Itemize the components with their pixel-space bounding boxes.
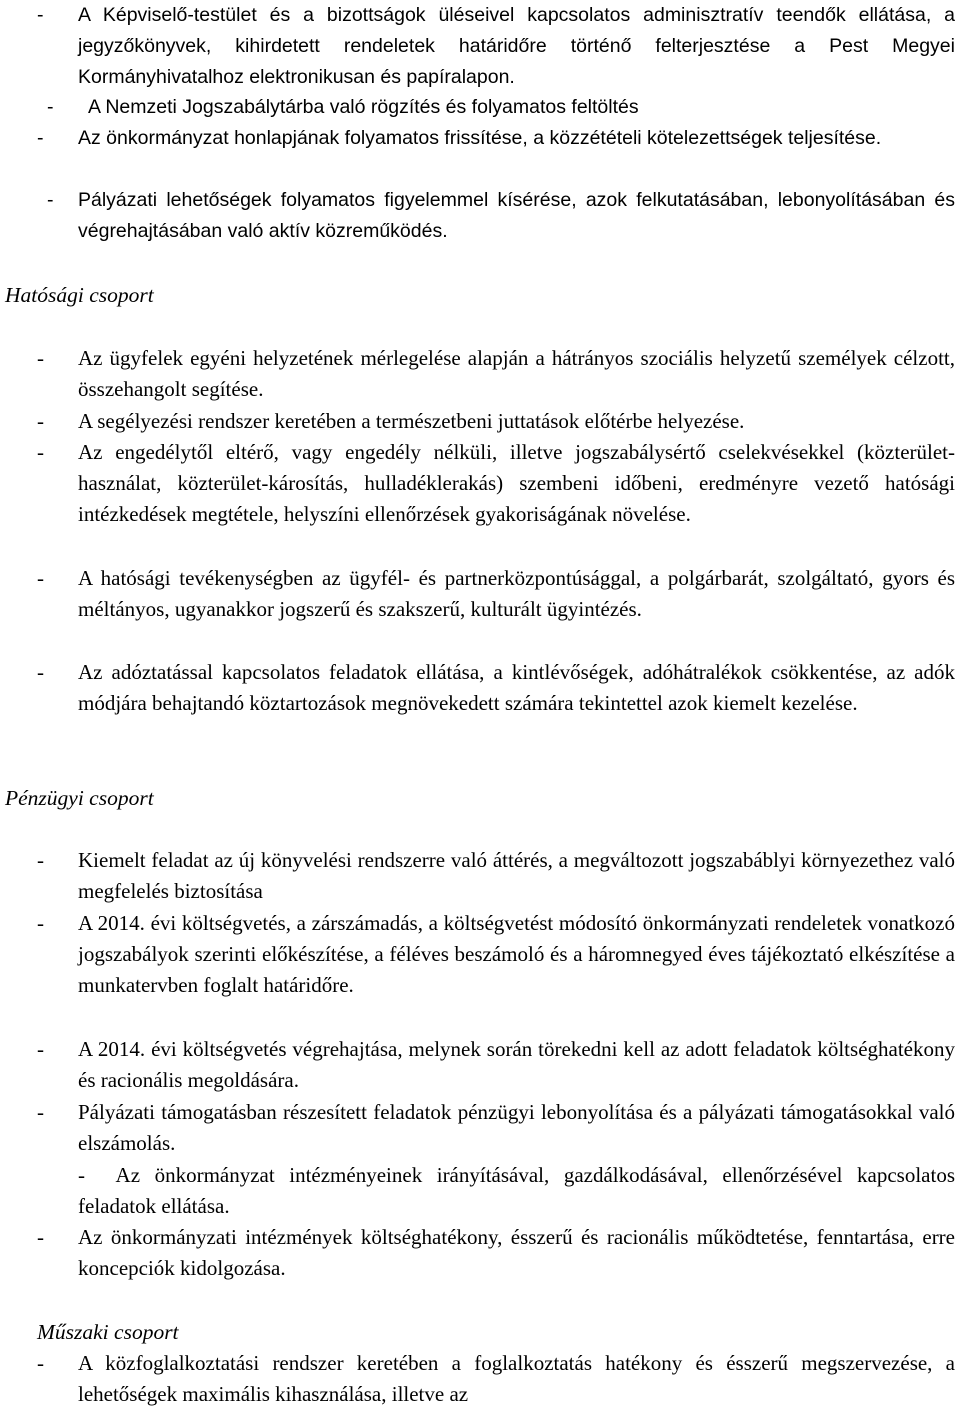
- list-item-text: Pályázati lehetőségek folyamatos figyelemmel kísérése, azok felkutatásában, lebonyolításában és végrehajtásában való aktív közreműködés.: [78, 189, 955, 242]
- list-dash: -: [47, 189, 54, 211]
- list-item: [37, 406, 955, 437]
- list-item: [37, 1034, 955, 1096]
- list-item: [37, 657, 955, 719]
- list-dash: -: [37, 911, 44, 935]
- list-item-text: Az önkormányzat honlapjának folyamatos frissítése, a közzétételi kötelezettségek teljesítése.: [78, 127, 882, 149]
- list-dash: -: [37, 1225, 44, 1249]
- list-item: [78, 1160, 955, 1222]
- list-dash: -: [78, 1163, 85, 1187]
- list-dash: -: [37, 1100, 44, 1124]
- list-dash: -: [37, 440, 44, 464]
- list-item-text: Az önkormányzat intézményeinek irányításával, gazdálkodásával, ellenőrzésével kapcsolatos feladatok ellátása.: [78, 1163, 955, 1218]
- list-item: [37, 908, 955, 1001]
- list-item-text: Az engedélytől eltérő, vagy engedély nélküli, illetve jogszabálysértő cselekvésekkel (közterület-használat, közterület-károsítás, hulladéklerakás) szembeni időbeni, eredményre vezető hatósági intézkedések megtétele, helyszíni ellenőrzések gyakoriságának növelése.: [78, 440, 955, 526]
- list-item: [37, 0, 955, 93]
- list-dash: -: [47, 96, 54, 118]
- list-item: [37, 1222, 955, 1284]
- list-dash: -: [37, 660, 44, 684]
- list-item-text: A Képviselő-testület és a bizottságok üléseivel kapcsolatos adminisztratív teendők ellátása, a jegyzőkönyvek, kihirdetett rendeletek határidőre történő felterjesztése a Pest Megyei Kormányhivatalhoz elektronikusan és papíralapon.: [78, 4, 955, 88]
- list-dash: -: [37, 848, 44, 872]
- list-item: [37, 1348, 955, 1410]
- list-dash: -: [37, 4, 44, 26]
- list-dash: -: [37, 566, 44, 590]
- section-heading-penzugyi: Pénzügyi csoport: [5, 786, 154, 810]
- list-item: [37, 845, 955, 907]
- list-item: [47, 92, 955, 123]
- list-item: [37, 343, 955, 405]
- list-item-text: Kiemelt feladat az új könyvelési rendszerre való áttérés, a megváltozott jogszabáblyi környezethez való megfelelés biztosítása: [78, 848, 955, 903]
- list-item-text: A 2014. évi költségvetés végrehajtása, melynek során törekedni kell az adott feladatok költséghatékony és racionális megoldására.: [78, 1037, 955, 1092]
- list-item: [37, 437, 955, 530]
- list-item-text: Az adóztatással kapcsolatos feladatok ellátása, a kintlévőségek, adóhátralékok csökkentése, az adók módjára behajtandó köztartozások megnövekedett számára tekintettel azok kiemelt kezelése.: [78, 660, 955, 715]
- list-item: [37, 563, 955, 625]
- list-dash: -: [37, 409, 44, 433]
- list-dash: -: [37, 346, 44, 370]
- list-dash: -: [37, 1351, 44, 1375]
- list-item-text: A 2014. évi költségvetés, a zárszámadás, a költségvetést módosító önkormányzati rendeletek vonatkozó jogszabályok szerinti előkészítése, a féléves beszámoló és a háromnegyed éves tájékoztató elkészítése a munkatervben foglalt határidőre.: [78, 911, 955, 997]
- section-heading-muszaki: Műszaki csoport: [37, 1320, 179, 1344]
- list-item: [37, 1097, 955, 1159]
- list-dash: -: [37, 127, 44, 149]
- list-item: [47, 185, 955, 247]
- list-item-text: A hatósági tevékenységben az ügyfél- és partnerközpontúsággal, a polgárbarát, szolgáltató, gyors és méltányos, ugyanakkor jogszerű és szakszerű, kulturált ügyintézés.: [78, 566, 955, 621]
- list-item-text: Az ügyfelek egyéni helyzetének mérlegelése alapján a hátrányos szociális helyzetű személyek célzott, összehangolt segítése.: [78, 346, 955, 401]
- list-item-text: Az önkormányzati intézmények költséghatékony, ésszerű és racionális működtetése, fenntartása, erre koncepciók kidolgozása.: [78, 1225, 955, 1280]
- list-item-text: Pályázati támogatásban részesített feladatok pénzügyi lebonyolítása és a pályázati támogatásokkal való elszámolás.: [78, 1100, 955, 1155]
- list-dash: -: [37, 1037, 44, 1061]
- section-heading-hatosagi: Hatósági csoport: [5, 283, 154, 307]
- list-item-text: A közfoglalkoztatási rendszer keretében a foglalkoztatás hatékony és ésszerű megszervezése, a lehetőségek maximális kihasználása, illetve az: [78, 1351, 955, 1406]
- list-item-text: A Nemzeti Jogszabálytárba való rögzítés és folyamatos feltöltés: [88, 96, 639, 118]
- list-item: [37, 123, 955, 154]
- list-item-text: A segélyezési rendszer keretében a természetbeni juttatások előtérbe helyezése.: [78, 409, 745, 433]
